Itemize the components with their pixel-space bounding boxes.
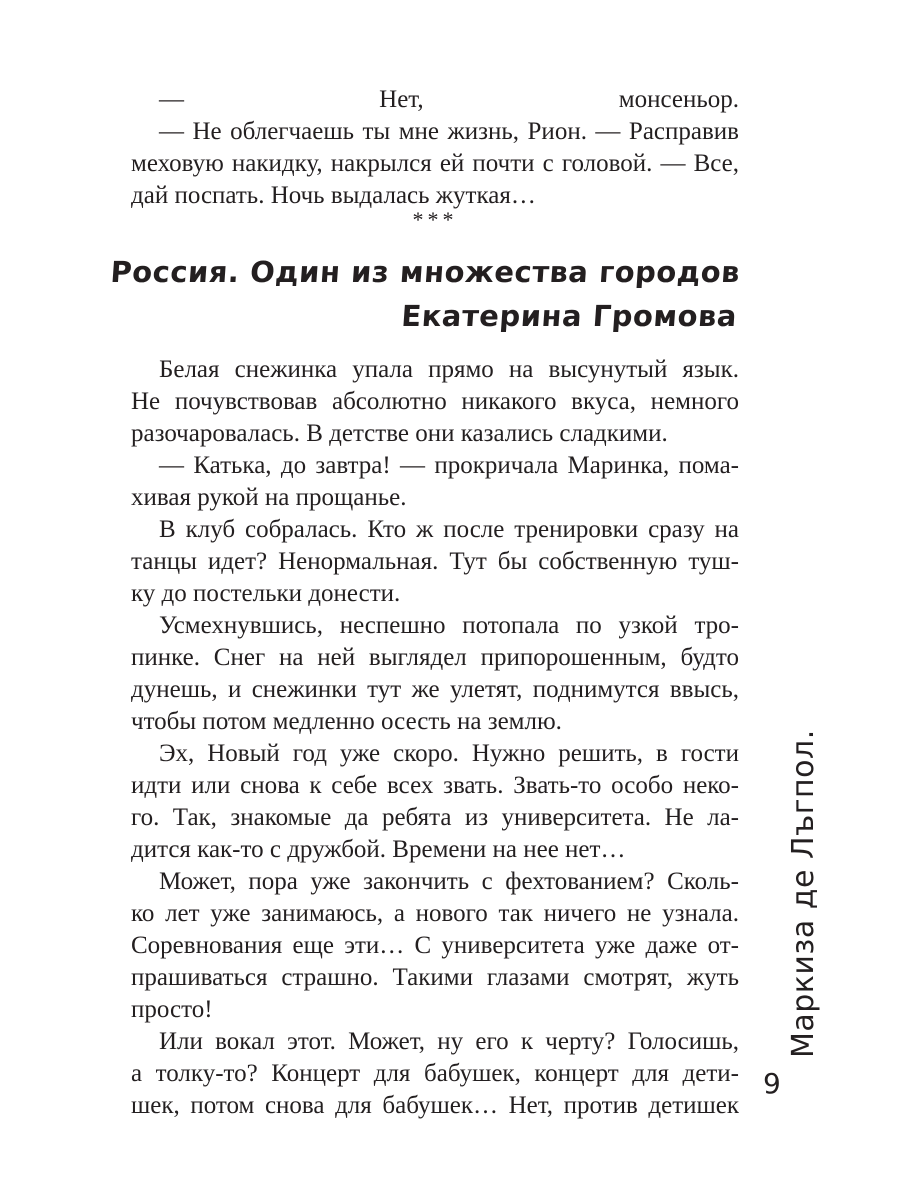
top-text-section bbox=[131, 84, 739, 212]
text-line: хивая рукой на прощанье. bbox=[131, 484, 407, 511]
main-text-section bbox=[131, 354, 739, 1122]
text-line: а толку-то? Концерт для бабушек, концерт для дети- bbox=[131, 1060, 739, 1087]
text-line: В клуб собралась. Кто ж после тренировки сразу на bbox=[159, 516, 739, 543]
text-line: прашиваться страшно. Такими глазами смотрят, жуть bbox=[131, 964, 739, 991]
text-line: шек, потом снова для бабушек… Нет, против детишек bbox=[131, 1092, 739, 1119]
chapter-heading-location: Россия. Один из множества городов bbox=[109, 255, 742, 289]
text-line: — Катька, до завтра! — прокричала Маринка, пома- bbox=[159, 452, 739, 479]
page-number: 9 bbox=[763, 1067, 781, 1100]
text-line: Эх, Новый год уже скоро. Нужно решить, в гости bbox=[159, 740, 739, 767]
text-line: Соревнования еще эти… С университета уже даже от- bbox=[131, 932, 739, 959]
text-line: чтобы потом медленно осесть на землю. bbox=[131, 708, 562, 735]
section-separator: *** bbox=[412, 207, 458, 232]
text-line: разочаровалась. В детстве они казались сладкими. bbox=[131, 420, 668, 447]
running-title: Маркиза де Лъгпол. bbox=[786, 729, 821, 1058]
text-line: — Нет, монсеньор. bbox=[159, 86, 739, 113]
text-line: танцы идет? Ненормальная. Тут бы собственную туш- bbox=[131, 548, 739, 575]
text-line: Белая снежинка упала прямо на высунутый язык. bbox=[159, 356, 739, 383]
text-line: меховую накидку, накрылся ей почти с головой. — Все, bbox=[131, 150, 739, 177]
chapter-heading bbox=[106, 250, 742, 338]
text-line: Не почувствовав абсолютно никакого вкуса, немного bbox=[131, 388, 739, 415]
text-line: Может, пора уже закончить с фехтованием? Сколь- bbox=[159, 868, 739, 895]
text-line: дится как-то с дружбой. Времени на нее нет… bbox=[131, 836, 626, 863]
text-line: просто! bbox=[131, 996, 213, 1023]
chapter-heading-character: Екатерина Громова bbox=[400, 299, 739, 333]
text-line: Или вокал этот. Может, ну его к черту? Голосишь, bbox=[159, 1028, 739, 1055]
text-line: го. Так, знакомые да ребята из университета. Не ла- bbox=[131, 804, 739, 831]
text-line: ко лет уже занимаюсь, а нового так ничего не узнала. bbox=[131, 900, 739, 927]
text-line: дунешь, и снежинки тут же улетят, поднимутся ввысь, bbox=[131, 676, 739, 703]
text-line: дай поспать. Ночь выдалась жуткая… bbox=[131, 182, 536, 209]
text-line: — Не облегчаешь ты мне жизнь, Рион. — Расправив bbox=[159, 118, 739, 145]
text-line: Усмехнувшись, неспешно потопала по узкой тро- bbox=[159, 612, 739, 639]
text-line: пинке. Снег на ней выглядел припорошенным, будто bbox=[131, 644, 739, 671]
text-line: идти или снова к себе всех звать. Звать-то особо неко- bbox=[131, 772, 739, 799]
text-line: ку до постельки донести. bbox=[131, 580, 401, 607]
